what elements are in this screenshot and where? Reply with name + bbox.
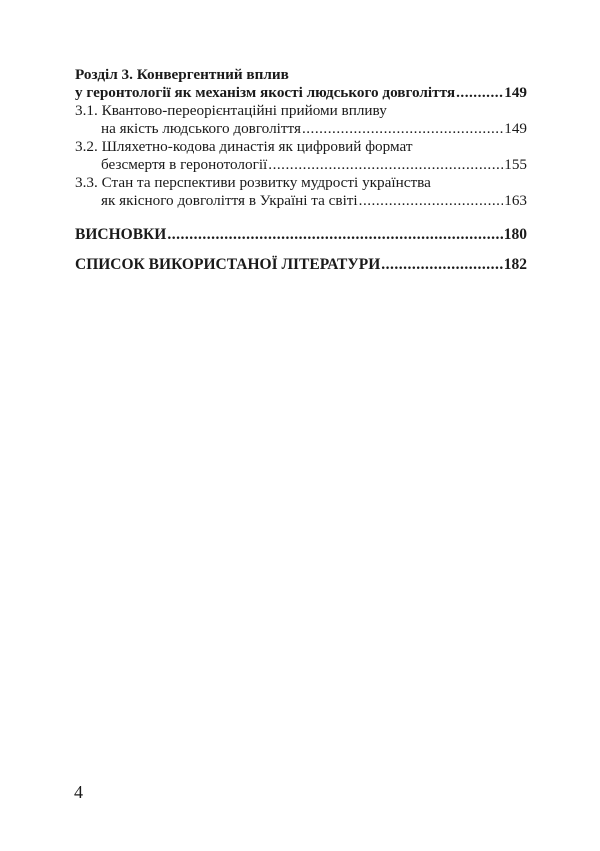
page-ref: 180 xyxy=(503,226,527,243)
table-of-contents xyxy=(75,66,527,274)
dot-leader xyxy=(268,156,503,174)
dot-leader xyxy=(302,120,503,138)
section-title-line2: як якісного довголіття в Україні та світі xyxy=(101,192,358,209)
chapter-3-entry xyxy=(75,66,527,102)
conclusions-entry xyxy=(75,226,527,244)
section-title-line2: безсмертя в геронотології xyxy=(101,156,268,173)
dot-leader xyxy=(359,192,504,210)
dot-leader xyxy=(167,226,502,244)
page-ref: 149 xyxy=(504,84,527,101)
section-title-line1: 3.1. Квантово-переорієнтаційні прийоми впливу xyxy=(75,102,387,119)
section-entry xyxy=(75,138,527,174)
conclusions-title: ВИСНОВКИ xyxy=(75,226,167,243)
dot-leader xyxy=(381,256,502,274)
page-ref: 163 xyxy=(504,192,527,209)
page-ref: 149 xyxy=(504,120,527,137)
page-number: 4 xyxy=(74,782,83,802)
page-ref: 155 xyxy=(504,156,527,173)
chapter-title-line2: у геронтології як механізм якості людського довголіття xyxy=(75,84,456,101)
references-entry xyxy=(75,256,527,274)
section-title-line2: на якість людського довголіття xyxy=(101,120,301,137)
section-title-line1: 3.3. Стан та перспективи розвитку мудрості українства xyxy=(75,174,431,191)
page-ref: 182 xyxy=(503,256,527,273)
chapter-title-line1: Розділ 3. Конвергентний вплив xyxy=(75,66,289,83)
section-entry xyxy=(75,174,527,210)
references-title: СПИСОК ВИКОРИСТАНОЇ ЛІТЕРАТУРИ xyxy=(75,256,381,273)
section-entry xyxy=(75,102,527,138)
section-title-line1: 3.2. Шляхетно-кодова династія як цифровий формат xyxy=(75,138,413,155)
dot-leader xyxy=(456,84,503,102)
